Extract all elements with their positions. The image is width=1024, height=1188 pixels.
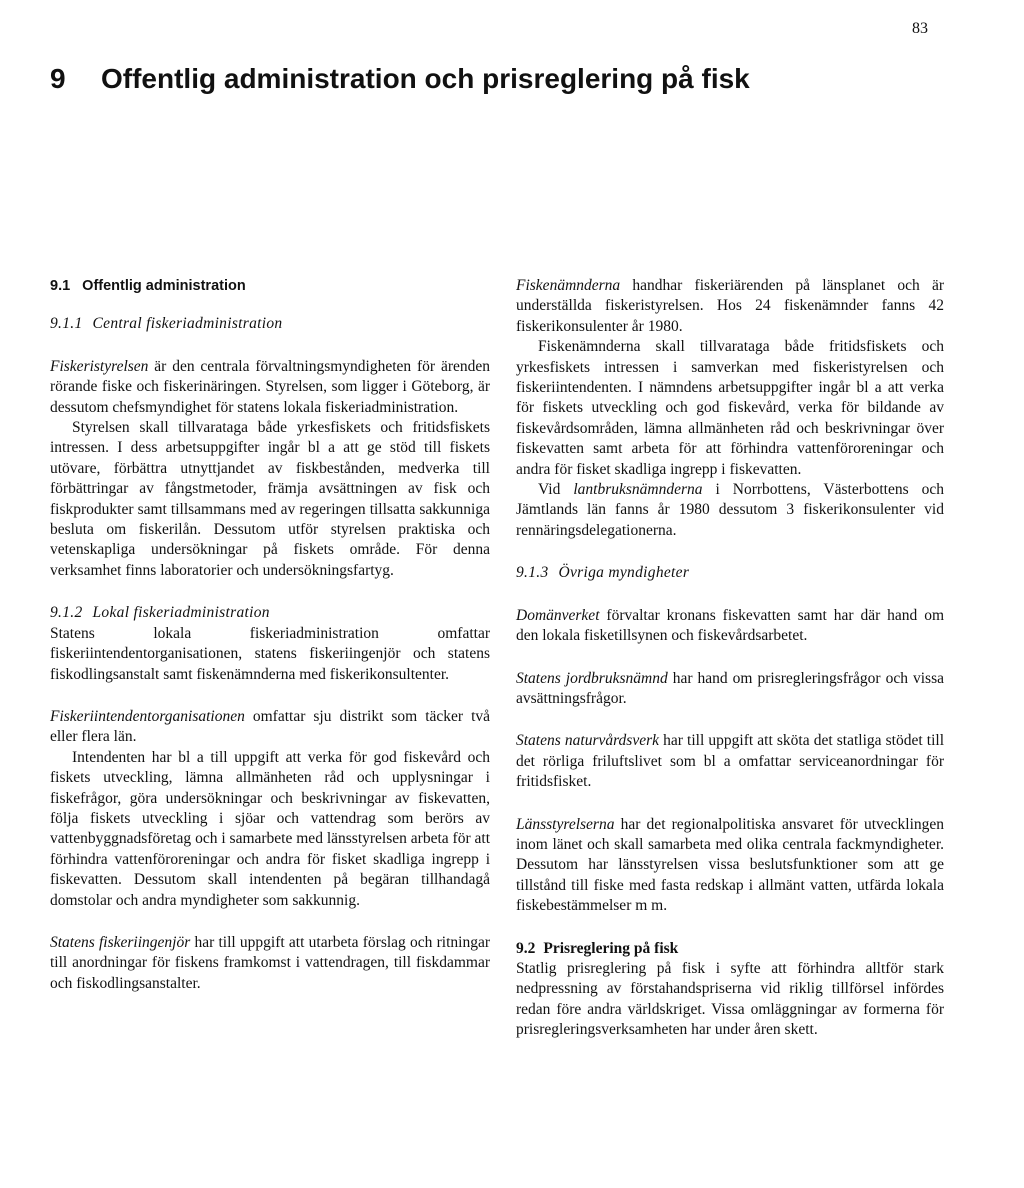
subsection-number: 9.1.3 [516,564,549,582]
section-title: Offentlig administration [82,278,246,294]
section-number: 9.2 [516,939,536,957]
chapter-title: Offentlig administration och prisreglering på fisk [101,63,750,94]
paragraph [516,480,944,541]
paragraph-text: Statens lokala fiskeriadministration omfattar fiskeriintendentorganisationen, statens fiskeriingenjör och statens fiskodlingsanstalt samt fiskenämnderna med fiskerikonsultenter. [50,624,490,683]
right-column [516,276,944,1041]
paragraph [50,933,490,994]
term: Länsstyrelserna [516,815,615,833]
paragraph-text: i Norrbottens, Västerbottens och Jämtlands län fanns år 1980 dessutom 3 fiskerikonsulenter vid rennäringsdelegationerna. [516,481,945,539]
paragraph-text: har till uppgift att sköta det statliga stödet till det rörliga friluftslivet som bl a omfattar serviceanordningar för fritidsfisket. [516,732,944,791]
subsection-number: 9.1.2 [50,604,83,622]
paragraph-text: har till uppgift att utarbeta förslag och ritningar till anordningar för fiskens framkomst i vattendragen, till fiskdammar och fiskodlingsanstalter. [50,933,490,992]
paragraph [50,624,490,685]
paragraph-text: Intendenten har bl a till uppgift att verka för god fiskevård och fiskets utveckling, lämna allmänheten råd och upplysningar i fiskefrågor, göra undersökningar och beskrivningar av fiskevatten, följa fiskets utveckling i sjöar och vattendrag som berörs av vattenbyggnadsföretag och i samarbete med länsstyrelsen arbeta för att förhindra vattenföroreningar och andra för fisket skadliga ingrepp i fiskevatten. Dessutom skall intendenten på begäran tillhandagå domstolar och andra myndigheter som sakkunnig. [50,748,490,909]
paragraph-text: Statlig prisreglering på fisk i syfte att förhindra alltför stark nedpressning av förstahandspriserna vid riklig tillförsel infördes redan före andra världskriget. Vissa omläggningar av formerna för prisregleringsverksamheten har under åren skett. [516,959,944,1039]
paragraph [516,815,944,917]
paragraph-text: handhar fiskeriärenden på länsplanet och är underställda fiskeristyrelsen. Hos 24 fiskenämnder fanns 42 fiskerikonsulenter år 1980. [516,277,944,335]
term: Statens jordbruksnämnd [516,669,668,687]
subsection-title: Lokal fiskeriadministration [92,604,270,622]
subsection-heading-9-1-3 [516,563,944,583]
paragraph-text: Vid [538,481,561,499]
paragraph [516,959,944,1041]
left-column [50,276,490,994]
term: Statens fiskeriingenjör [50,933,191,951]
term: Statens naturvårdsverk [516,732,660,750]
paragraph [516,669,944,710]
paragraph [50,707,490,748]
section-title: Prisreglering på fisk [543,939,679,957]
paragraph [50,418,490,581]
subsection-title: Central fiskeriadministration [92,315,283,333]
term: Domänverket [516,606,600,624]
term: Fiskeriintendentorganisationen [50,707,245,725]
term: Fiskeristyrelsen [50,357,149,375]
page-number: 83 [912,20,928,37]
subsection-title: Övriga myndigheter [558,564,690,582]
section-heading-9-1 [50,276,490,296]
paragraph-text: har det regionalpolitiska ansvaret för utvecklingen inom länet och skall samarbeta med olika centrala fackmyndigheter. Dessutom har länsstyrelsen vissa beslutsfunktioner som att ge tillstånd till fiske med fasta redskap i allmänt vatten, utfärda lokala fiskebestämmelser m m. [516,815,945,915]
paragraph [516,276,944,337]
paragraph [516,337,944,480]
paragraph-text: Fiskenämnderna skall tillvaratagа både fritidsfiskets och yrkesfiskets intressen i samverkan med fiskeristyrelsen och fiskeriintendenten. I nämndens arbetsuppgifter ingår bl a att verka för fiskets utveckling och god fiskevård, verka för bildande av fiskevårdsområden, lämna allmänheten råd och beskrivningar över fiskevatten samt arbeta för att förhindra vattenföroreningar och andra för fisket skadliga ingrepp i fiskevatten. [516,338,944,478]
paragraph-text: har hand om prisregleringsfrågor och vissa avsättningsfrågor. [516,669,944,707]
paragraph [50,748,490,911]
paragraph-text: förvaltar kronans fiskevatten samt har där hand om den lokala fisketillsynen och fiskevårdsarbetet. [516,606,945,645]
paragraph-text: är den centrala förvaltningsmyndigheten för ärenden rörande fiske och fiskerinäringen. Styrelsen, som ligger i Göteborg, är dessutom chefsmyndighet för statens lokala fiskeriadministration. [50,357,491,416]
chapter-number: 9 [50,63,66,94]
term: lantbruksnämnderna [573,481,703,499]
paragraph-text: Styrelsen skall tillvarataga både yrkesfiskets och fritidsfiskets intressen. I dess arbetsuppgifter ingår bl a att ge stöd till fiskets utövare, förbättra utnyttjandet av fiskbestånden, medverka till förbättringar av fångstmetoder, främja avsättningen av fisk och fiskprodukter samt tillsammans med av regeringen tillsatta sakkunniga besluta om fiskerilån. Dessutom utför styrelsen praktiska och vetenskapliga undersökningar på fiskets område. För denna verksamhet finns laboratorier och undersökningsfartyg. [50,419,490,579]
section-heading-9-2 [516,939,944,959]
subsection-heading-9-1-1 [50,314,490,334]
subsection-heading-9-1-2 [50,603,490,623]
paragraph [516,731,944,792]
paragraph [50,357,490,418]
paragraph-text: omfattar sju distrikt som täcker två eller flera län. [50,707,491,746]
paragraph [516,606,944,647]
section-number: 9.1 [50,278,71,294]
subsection-number: 9.1.1 [50,315,83,333]
term: Fiskenämnderna [516,277,621,294]
